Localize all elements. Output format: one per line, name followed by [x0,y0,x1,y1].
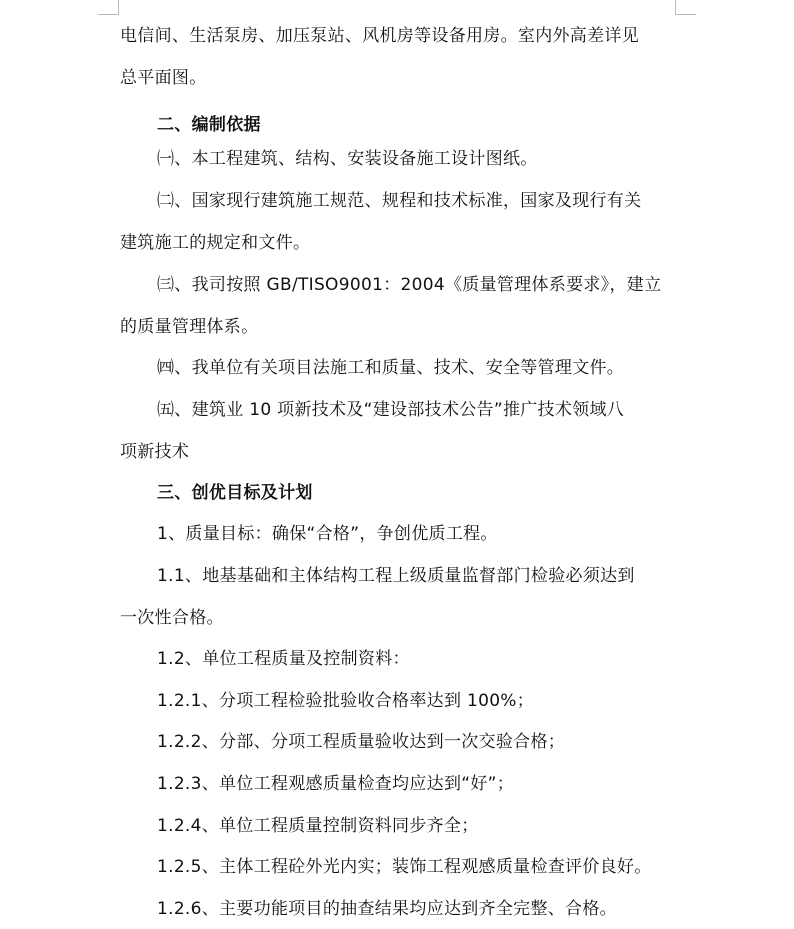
list-item: ㈢、我司按照 GB/TISO9001：2004《质量管理体系要求》，建立 [157,275,662,295]
list-item: 1.2.5、主体工程砼外光内实；装饰工程观感质量检查评价良好。 [157,857,652,877]
list-item: 1.2.3、单位工程观感质量检查均应达到“好”； [157,774,515,794]
list-item: 1.1、地基基础和主体结构工程上级质量监督部门检验必须达到 [157,566,635,586]
list-item: 1、质量目标：确保“合格”，争创优质工程。 [157,524,498,544]
paragraph-line: 建筑施工的规定和文件。 [120,233,311,253]
margin-corner-mark-right [675,0,696,15]
list-item: 1.2.2、分部、分项工程质量验收达到一次交验合格； [157,732,566,752]
list-item: ㈣、我单位有关项目法施工和质量、技术、安全等管理文件。 [157,358,625,378]
section-heading: 二、编制依据 [157,115,261,135]
list-item: 1.2.4、单位工程质量控制资料同步齐全； [157,816,479,836]
list-item: ㈤、建筑业 10 项新技术及“建设部技术公告”推广技术领域八 [157,400,625,420]
section-heading: 三、创优目标及计划 [157,483,313,503]
list-item: 1.2、单位工程质量及控制资料： [157,649,410,669]
paragraph-line: 一次性合格。 [120,608,224,628]
list-item: ㈡、国家现行建筑施工规范、规程和技术标准，国家及现行有关 [157,191,642,211]
margin-corner-mark-left [98,0,119,15]
list-item: ㈠、本工程建筑、结构、安装设备施工设计图纸。 [157,149,538,169]
paragraph-line: 总平面图。 [120,68,207,88]
paragraph-line: 的质量管理体系。 [120,317,259,337]
paragraph-line: 项新技术 [120,442,190,462]
paragraph-line: 电信间、生活泵房、加压泵站、风机房等设备用房。室内外高差详见 [120,26,639,46]
list-item: 1.2.6、主要功能项目的抽查结果均应达到齐全完整、合格。 [157,899,617,919]
list-item: 1.2.1、分项工程检验批验收合格率达到 100%； [157,691,535,711]
